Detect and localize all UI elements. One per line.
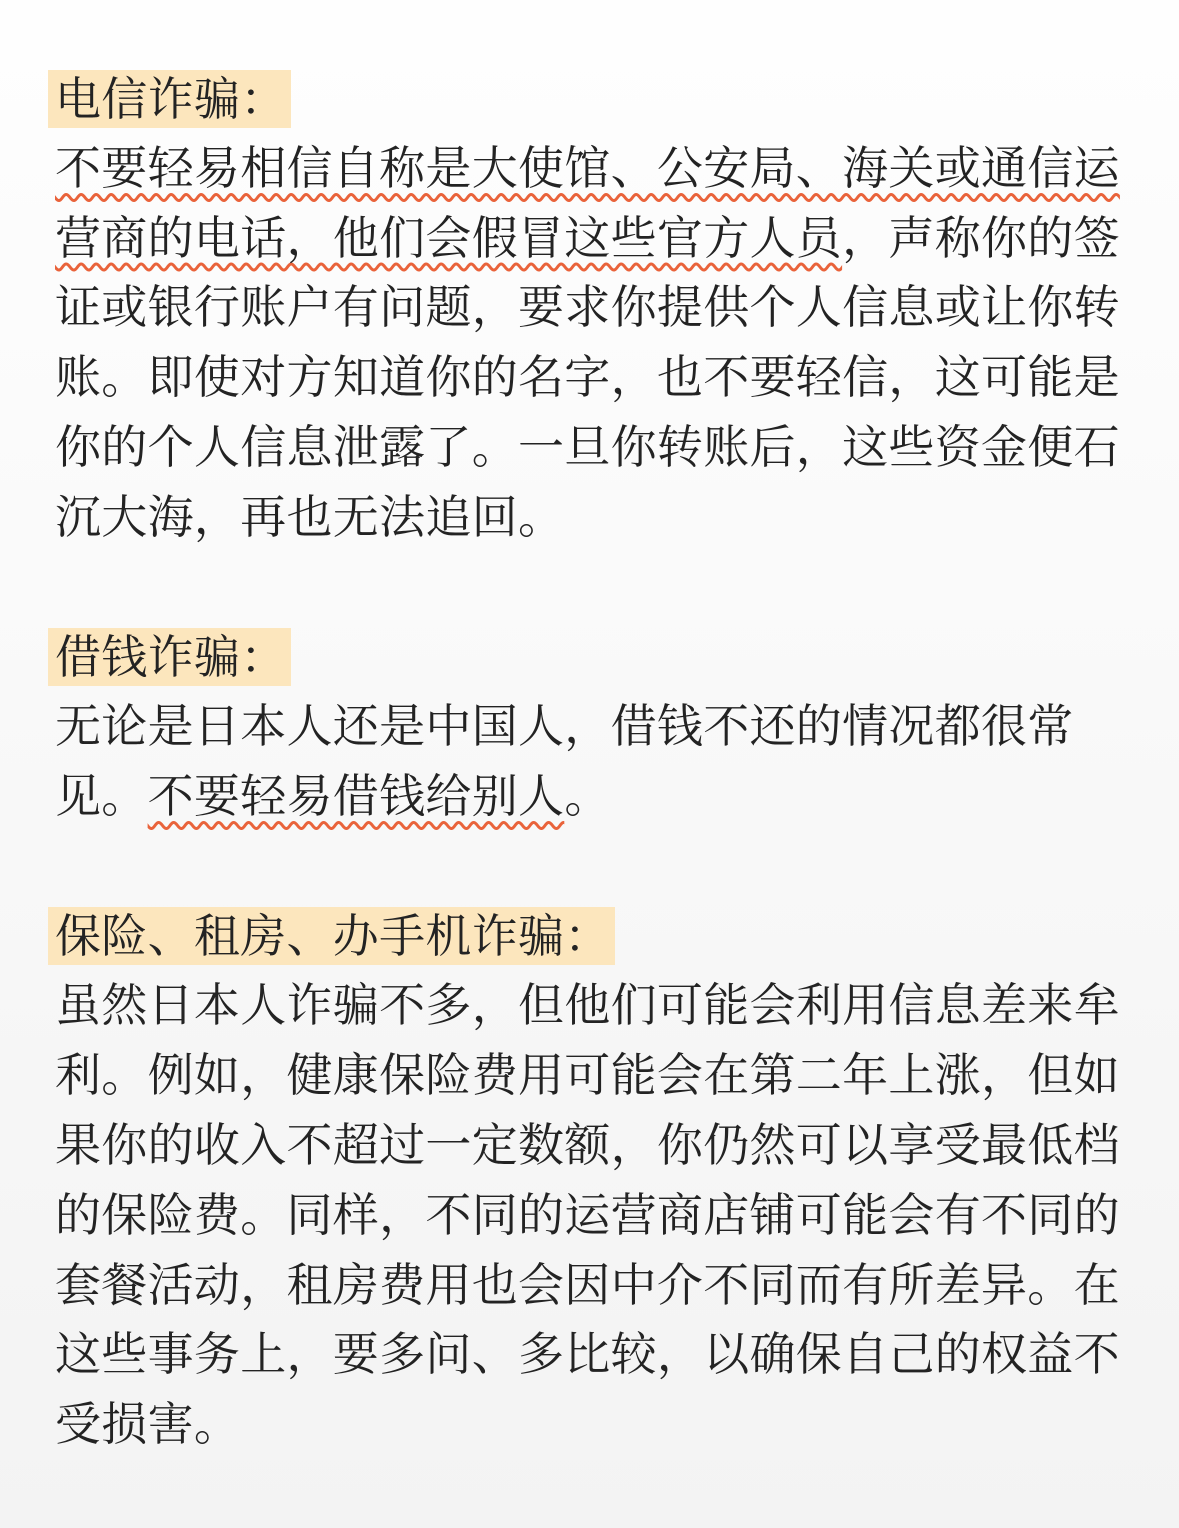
text-segment: 果你的收入不超过一定数额，你仍然可以享受最低档 [55,1117,1120,1172]
text-segment: 不要轻易借钱给别人 [147,768,565,823]
text-segment: 套餐活动，租房费用也会因中介不同而有所差异。在 [55,1257,1120,1312]
text-segment: 营商的电话，他们会假冒这些官方人员 [55,210,843,265]
paragraph-line [0,483,1179,553]
text-segment: 利。例如，健康保险费用可能会在第二年上涨，但如 [55,1048,1120,1103]
text-segment: ，声称你的签 [842,210,1120,265]
text-segment: 你的个人信息泄露了。一旦你转账后，这些资金便石 [55,419,1120,474]
paragraph-line [0,204,1179,274]
section-heading: 借钱诈骗： [48,628,291,686]
section-telecom-fraud [0,64,1179,553]
section-heading: 保险、租房、办手机诈骗： [48,907,615,965]
section-heading-row [0,622,1179,692]
paragraph-line [0,1041,1179,1111]
section-paragraph [0,134,1179,553]
text-segment: 见。 [55,768,148,823]
paragraph-line [0,692,1179,762]
text-segment: 沉大海，再也无法追回。 [55,489,565,544]
section-insurance-rent-phone-fraud [0,902,1179,1460]
paragraph-line [0,1111,1179,1181]
paragraph-line [0,971,1179,1041]
text-segment: 无论是日本人还是中国人，借钱不还的情况都很常 [55,699,1074,754]
text-segment: 受损害。 [55,1397,241,1452]
paragraph-line [0,1181,1179,1251]
paragraph-line [0,134,1179,204]
text-segment: 虽然日本人诈骗不多，但他们可能会利用信息差来牟 [55,978,1120,1033]
paragraph-line [0,1390,1179,1460]
section-paragraph [0,692,1179,832]
text-segment: 证或银行账户有问题，要求你提供个人信息或让你转 [55,280,1120,335]
section-heading-row [0,902,1179,972]
text-segment: 的保险费。同样，不同的运营商店铺可能会有不同的 [55,1187,1120,1242]
text-segment: 不要轻易相信自称是大使馆、公安局、海关或通信运 [55,140,1120,195]
paragraph-line [0,273,1179,343]
section-paragraph [0,971,1179,1460]
section-heading-row [0,64,1179,134]
paragraph-line [0,413,1179,483]
text-segment: 这些事务上，要多问、多比较，以确保自己的权益不 [55,1327,1120,1382]
paragraph-line [0,1320,1179,1390]
paragraph-line [0,343,1179,413]
section-loan-fraud [0,622,1179,831]
section-heading: 电信诈骗： [48,70,291,128]
text-segment: 。 [564,768,611,823]
text-segment: 账。即使对方知道你的名字，也不要轻信，这可能是 [55,350,1120,405]
paragraph-line [0,1251,1179,1321]
paragraph-line [0,762,1179,832]
